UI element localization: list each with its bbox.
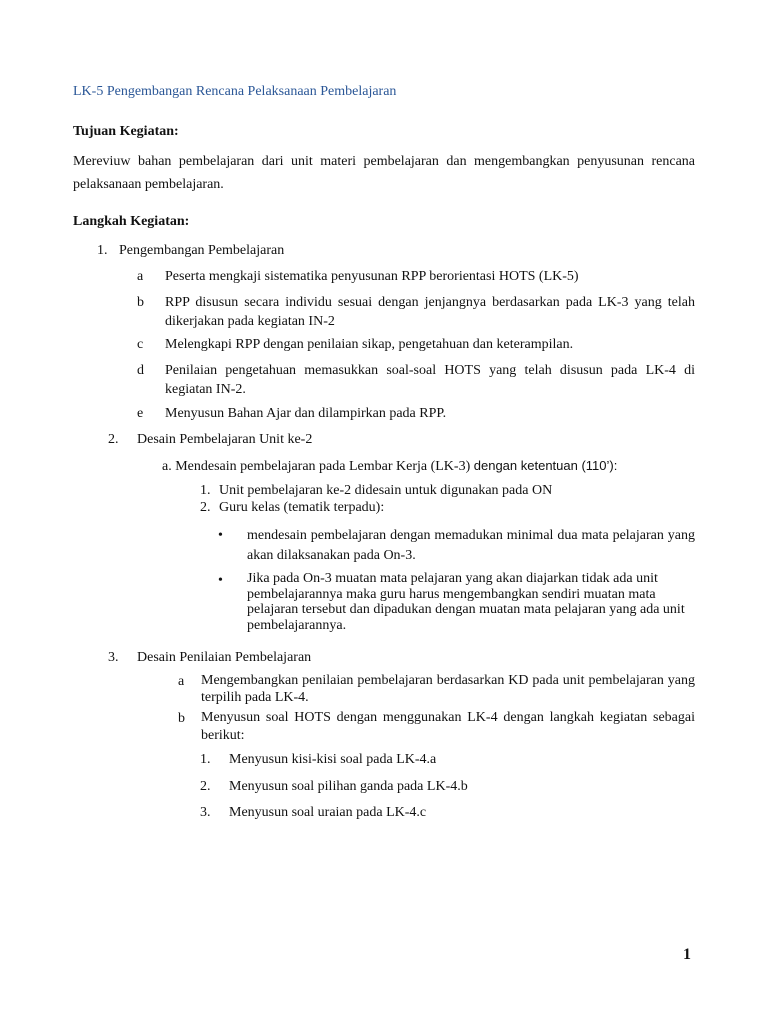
s3-num-3-text: Menyusun soal uraian pada LK-4.c (229, 805, 427, 820)
s2-sub-a-serif: a. Mendesain pembelajaran pada Lembar Kerja (LK-3) (162, 459, 471, 474)
section-3-title: Desain Penilaian Pembelajaran (137, 650, 312, 665)
s1-item-b-text: RPP disusun secara individu sesuai dengan jenjangnya berdasarkan pada LK-3 yang telah dikerjakan pada kegiatan IN-2 (165, 295, 695, 329)
section-1-number: 1. (97, 243, 108, 258)
section-2-title: Desain Pembelajaran Unit ke-2 (137, 432, 313, 447)
s1-item-b-marker: b (137, 295, 144, 310)
bullet-dot-icon: • (218, 528, 223, 543)
s3-num-2-marker: 2. (200, 779, 211, 794)
section-3-number: 3. (108, 650, 119, 665)
s1-item-e-text: Menyusun Bahan Ajar dan dilampirkan pada RPP. (165, 406, 447, 421)
tujuan-body: Mereviuw bahan pembelajaran dari unit materi pembelajaran dan mengembangkan penyusunan rencana pelaksanaan pembelajaran. (73, 154, 695, 192)
s1-item-a-marker: a (137, 269, 144, 284)
s3-item-b-marker: b (178, 711, 185, 726)
s1-item-e-marker: e (137, 406, 144, 421)
s1-item-a-text: Peserta mengkaji sistematika penyusunan RPP berorientasi HOTS (LK-5) (165, 269, 579, 284)
s2-bullet-1-text: mendesain pembelajaran dengan memadukan minimal dua mata pelajaran yang akan dilaksanakan pada On-3. (247, 528, 695, 563)
s2-sub-a (162, 456, 617, 476)
s1-item-c-text: Melengkapi RPP dengan penilaian sikap, pengetahuan dan keterampilan. (165, 337, 574, 352)
s2-sub-a-sans: dengan ketentuan (110’): (473, 458, 618, 473)
s3-num-3-marker: 3. (200, 805, 211, 820)
s1-item-d-text: Penilaian pengetahuan memasukkan soal-soal HOTS yang telah disusun pada LK-4 di kegiatan IN-2. (165, 363, 695, 397)
s2-bullet-2-text: Jika pada On-3 muatan mata pelajaran yang akan diajarkan tidak ada unit pembelajarannya maka guru harus mengembangkan sendiri muatan mata pelajaran tersebut dan dipadukan dengan muatan mata pelajaran yang ada unit pembelajarannya. (247, 571, 685, 633)
bullet-dot-icon: • (218, 573, 223, 588)
s3-item-a-text: Mengembangkan penilaian pembelajaran berdasarkan KD pada unit pembelajaran yang terpilih pada LK-4. (201, 673, 695, 705)
s1-item-d-marker: d (137, 363, 144, 378)
s2-num-2-text: Guru kelas (tematik terpadu): (219, 500, 385, 515)
s3-item-b-text: Menyusun soal HOTS dengan menggunakan LK-4 dengan langkah kegiatan sebagai berikut: (201, 710, 695, 743)
tujuan-heading: Tujuan Kegiatan: (73, 124, 179, 139)
s2-num-2-marker: 2. (200, 500, 211, 515)
document-title: LK-5 Pengembangan Rencana Pelaksanaan Pembelajaran (73, 84, 397, 99)
s2-num-1-text: Unit pembelajaran ke-2 didesain untuk digunakan pada ON (219, 483, 553, 498)
s2-num-1-marker: 1. (200, 483, 211, 498)
section-1-title: Pengembangan Pembelajaran (119, 243, 285, 258)
s1-item-c-marker: c (137, 337, 144, 352)
s3-item-a-marker: a (178, 674, 185, 689)
langkah-heading: Langkah Kegiatan: (73, 214, 190, 229)
s3-num-1-text: Menyusun kisi-kisi soal pada LK-4.a (229, 752, 437, 767)
section-2-number: 2. (108, 432, 119, 447)
s3-num-2-text: Menyusun soal pilihan ganda pada LK-4.b (229, 779, 468, 794)
page-number: 1 (683, 946, 691, 963)
s3-num-1-marker: 1. (200, 752, 211, 767)
